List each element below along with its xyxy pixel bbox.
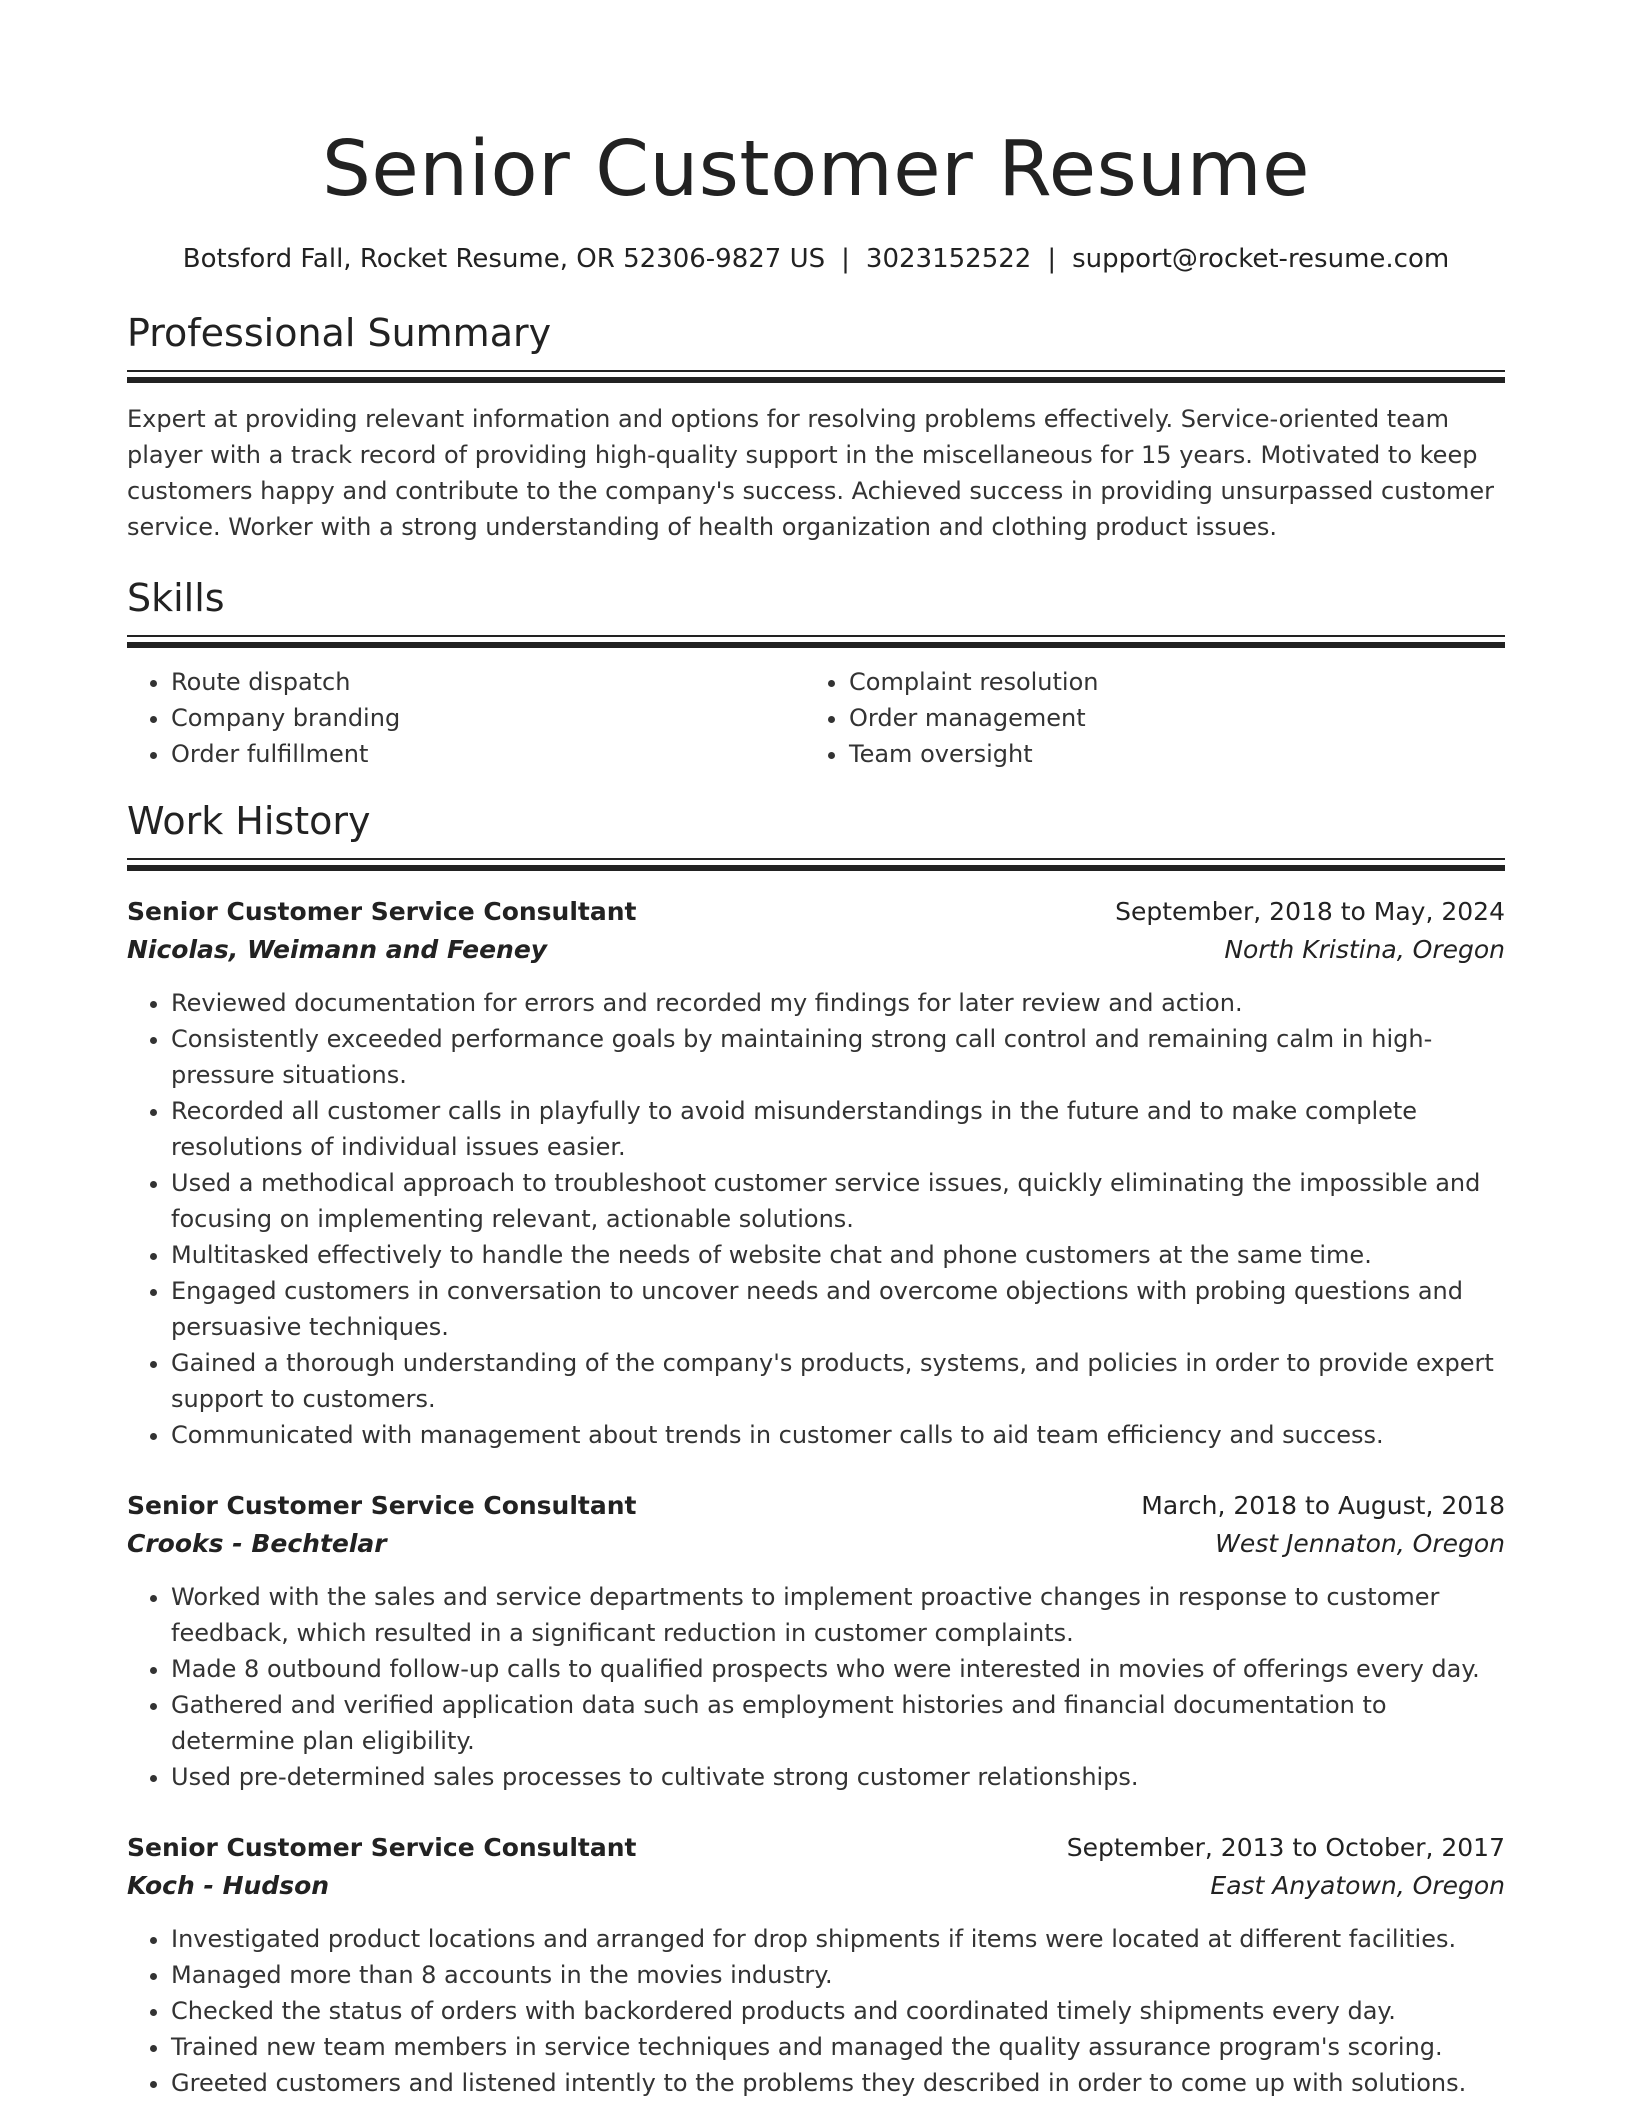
job-bullet: • Communicated with management about trends in customer calls to aid team efficiency and success. xyxy=(171,1417,1505,1453)
resume-title: Senior Customer Resume xyxy=(322,125,1310,214)
skills-grid xyxy=(127,664,1505,772)
job-bullet: • Reviewed documentation for errors and recorded my findings for later review and action. xyxy=(171,985,1505,1021)
job-bullet: • Checked the status of orders with backordered products and coordinated timely shipments every day. xyxy=(171,1993,1505,2029)
contact-line xyxy=(127,242,1505,276)
job-dates: September, 2013 to October, 2017 xyxy=(1066,1833,1505,1862)
job-bullet: • Used pre-determined sales processes to cultivate strong customer relationships. xyxy=(171,1759,1505,1795)
job-bullet: • Engaged customers in conversation to uncover needs and overcome objections with probing questions and persuasive techniques. xyxy=(171,1273,1505,1345)
job-bullet: • Recorded all customer calls in playfully to avoid misunderstandings in the future and to make complete resolutions of individual issues easier. xyxy=(171,1093,1505,1165)
job-entry xyxy=(127,1487,1505,1795)
job-company: Nicolas, Weimann and Feeney xyxy=(127,935,548,964)
job-bullet: • Used a methodical approach to troubleshoot customer service issues, quickly eliminating the impossible and focusing on implementing relevant, actionable solutions. xyxy=(171,1165,1505,1237)
skill-item: • Route dispatch xyxy=(171,664,805,700)
job-bullet: • Made 8 outbound follow-up calls to qualified prospects who were interested in movies of offerings every day. xyxy=(171,1651,1505,1687)
skills-column-left xyxy=(127,664,805,772)
summary-text: Expert at providing relevant information and options for resolving problems effectively. Service-oriented team player with a track record of providing high-quality support in the miscellaneous for 15 years. Motivated to keep customers happy and contribute to the company's success. Achieved success in providing unsurpassed customer service. Worker with a strong understanding of health organization and clothing product issues. xyxy=(127,405,1495,541)
summary-section xyxy=(127,310,1505,545)
contact-email: support@rocket-resume.com xyxy=(1072,244,1450,274)
job-location: West Jennaton, Oregon xyxy=(1215,1529,1505,1558)
job-bullet: • Gathered and verified application data such as employment histories and financial documentation to determine plan eligibility. xyxy=(171,1687,1505,1759)
job-subheader xyxy=(127,1525,1505,1563)
job-header xyxy=(127,893,1505,931)
job-company: Koch - Hudson xyxy=(127,1871,330,1900)
job-entry xyxy=(127,1829,1505,2101)
job-title: Senior Customer Service Consultant xyxy=(127,1491,637,1520)
job-bullets xyxy=(127,1921,1505,2101)
job-entry xyxy=(127,893,1505,1453)
job-bullets xyxy=(127,985,1505,1453)
job-bullet: • Worked with the sales and service departments to implement proactive changes in response to customer feedback, which resulted in a significant reduction in customer complaints. xyxy=(171,1579,1505,1651)
contact-address: Botsford Fall, Rocket Resume, OR 52306-9827 US xyxy=(182,244,826,274)
section-divider xyxy=(127,858,1505,871)
skill-item: • Complaint resolution xyxy=(849,664,1483,700)
skills-section xyxy=(127,575,1505,772)
contact-separator: | xyxy=(1047,244,1057,274)
job-bullet: • Gained a thorough understanding of the company's products, systems, and policies in order to provide expert support to customers. xyxy=(171,1345,1505,1417)
skills-column-right xyxy=(805,664,1483,772)
job-header xyxy=(127,1829,1505,1867)
skills-heading: Skills xyxy=(127,576,225,620)
job-bullet: • Managed more than 8 accounts in the movies industry. xyxy=(171,1957,1505,1993)
job-location: North Kristina, Oregon xyxy=(1224,935,1505,964)
section-divider xyxy=(127,635,1505,648)
contact-phone: 3023152522 xyxy=(865,244,1032,274)
job-subheader xyxy=(127,1867,1505,1905)
job-bullet: • Greeted customers and listened intently to the problems they described in order to come up with solutions. xyxy=(171,2065,1505,2101)
skill-item: • Team oversight xyxy=(849,736,1483,772)
job-dates: March, 2018 to August, 2018 xyxy=(1141,1491,1505,1520)
contact-separator: | xyxy=(841,244,850,274)
job-location: East Anyatown, Oregon xyxy=(1210,1871,1505,1900)
job-title: Senior Customer Service Consultant xyxy=(127,1833,637,1862)
job-bullet: • Trained new team members in service techniques and managed the quality assurance program's scoring. xyxy=(171,2029,1505,2065)
skill-item: • Order management xyxy=(849,700,1483,736)
work-section xyxy=(127,798,1505,2101)
resume-page xyxy=(127,0,1505,2101)
job-bullet: • Multitasked effectively to handle the needs of website chat and phone customers at the same time. xyxy=(171,1237,1505,1273)
section-divider xyxy=(127,370,1505,383)
job-bullet: • Investigated product locations and arranged for drop shipments if items were located at different facilities. xyxy=(171,1921,1505,1957)
skill-item: • Order fulfillment xyxy=(171,736,805,772)
job-bullets xyxy=(127,1579,1505,1795)
job-header xyxy=(127,1487,1505,1525)
summary-heading: Professional Summary xyxy=(127,311,552,355)
job-bullet: • Consistently exceeded performance goals by maintaining strong call control and remaining calm in high-pressure situations. xyxy=(171,1021,1505,1093)
job-subheader xyxy=(127,931,1505,969)
job-dates: September, 2018 to May, 2024 xyxy=(1115,897,1505,926)
job-title: Senior Customer Service Consultant xyxy=(127,897,637,926)
skill-item: • Company branding xyxy=(171,700,805,736)
job-company: Crooks - Bechtelar xyxy=(127,1529,387,1558)
work-heading: Work History xyxy=(127,799,371,843)
